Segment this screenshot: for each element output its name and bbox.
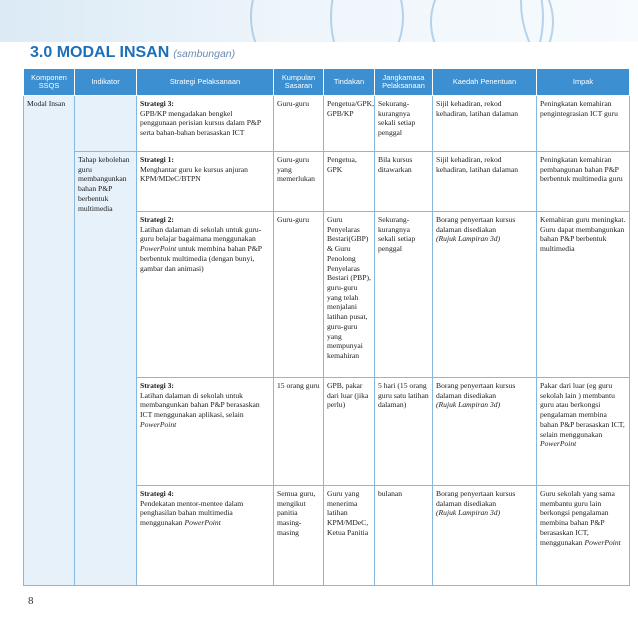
header-banner bbox=[0, 0, 638, 42]
header-strategi: Strategi Pelaksanaan bbox=[137, 69, 274, 96]
komponen-cell: Modal Insan bbox=[24, 96, 75, 586]
tindakan-cell: GPB, pakar dari luar (jika perlu) bbox=[324, 378, 375, 486]
kaedah-reference: (Rujuk Lampiran 3d) bbox=[436, 508, 501, 518]
impak-text: Guru sekolah yang sama membantu guru lain berkongsi pengalaman membina bahan P&P berasaskan ICT, menggunakan bbox=[540, 489, 615, 547]
strategi-cell bbox=[137, 212, 274, 378]
impak-text-italic: PowerPoint bbox=[540, 439, 577, 449]
kaedah-reference: (Rujuk Lampiran 3d) bbox=[436, 400, 501, 410]
strategi-cell bbox=[137, 486, 274, 586]
jangkamasa-cell: 5 hari (15 orang guru satu latihan dalaman) bbox=[375, 378, 433, 486]
kaedah-text: Borang penyertaan kursus dalaman disediakan bbox=[436, 215, 516, 234]
strategi-title: Strategi 3: bbox=[140, 99, 174, 108]
header-kumpulan: Kumpulan Sasaran bbox=[274, 69, 324, 96]
kaedah-cell: Sijil kehadiran, rekod kehadiran, latihan dalaman bbox=[433, 152, 537, 212]
jangkamasa-cell: Sekurang-kurangnya sekali setiap penggal bbox=[375, 96, 433, 152]
title-text: 3.0 MODAL INSAN bbox=[30, 44, 170, 61]
strategi-title: Strategi 4: bbox=[140, 489, 174, 498]
header-komponen: Komponen SSQS bbox=[24, 69, 75, 96]
strategi-text: GPB/KP mengadakan bengkel penggunaan perisian kursus dalam P&P serta bahan-bahan berasaskan ICT bbox=[140, 108, 261, 138]
impak-cell bbox=[537, 486, 630, 586]
strategy-table bbox=[23, 68, 630, 586]
strategi-title: Strategi 2: bbox=[140, 215, 174, 224]
tindakan-cell: Guru yang menerima latihan KPM/MDeC, Ketua Panitia bbox=[324, 486, 375, 586]
kumpulan-cell: Semua guru, mengikut panitia masing-masing bbox=[274, 486, 324, 586]
kumpulan-cell: 15 orang guru bbox=[274, 378, 324, 486]
table-row bbox=[24, 96, 630, 152]
table-row bbox=[24, 152, 630, 212]
jangkamasa-cell: Bila kursus ditawarkan bbox=[375, 152, 433, 212]
kumpulan-cell: Guru-guru bbox=[274, 212, 324, 378]
strategi-title: Strategi 1: bbox=[140, 155, 174, 164]
table-header-row bbox=[24, 69, 630, 96]
header-kaedah: Kaedah Penentuan bbox=[433, 69, 537, 96]
impak-cell bbox=[537, 378, 630, 486]
strategi-cell bbox=[137, 96, 274, 152]
strategi-text-italic: PowerPoint bbox=[184, 518, 221, 528]
impak-cell: Peningkatan kemahiran pembangunan bahan P&P berbentuk multimedia guru bbox=[537, 152, 630, 212]
strategi-text-italic: PowerPoint bbox=[140, 419, 177, 429]
tindakan-cell: Pengetua/GPK, GPB/KP bbox=[324, 96, 375, 152]
impak-text: Pakar dari luar (eg guru sekolah lain ) membantu guru atau berkongsi pengalaman membina bahan P&P berasaskan ICT, selain menggunakan bbox=[540, 381, 625, 439]
indikator-cell-empty bbox=[75, 96, 137, 152]
indikator-cell: Tahap kebolehan guru membangunkan bahan P&P berbentuk multimedia bbox=[75, 152, 137, 586]
strategi-text: Latihan dalaman di sekolah untuk membangunkan bahan P&P berasaskan ICT menggunakan aplikasi, selain bbox=[140, 390, 260, 420]
kaedah-cell bbox=[433, 378, 537, 486]
kaedah-cell: Sijil kehadiran, rekod kehadiran, latihan dalaman bbox=[433, 96, 537, 152]
header-tindakan: Tindakan bbox=[324, 69, 375, 96]
kaedah-cell bbox=[433, 486, 537, 586]
header-impak: Impak bbox=[537, 69, 630, 96]
impak-text-italic: PowerPoint bbox=[584, 537, 621, 547]
kaedah-cell bbox=[433, 212, 537, 378]
jangkamasa-cell: bulanan bbox=[375, 486, 433, 586]
page-number: 8 bbox=[28, 595, 34, 607]
strategi-text-end: untuk membina bahan P&P berbentuk multimedia (dengan bunyi, gambar dan animasi) bbox=[140, 244, 262, 273]
strategi-title: Strategi 3: bbox=[140, 381, 174, 390]
strategi-text: Latihan dalaman di sekolah untuk guru-guru belajar bagaimana menggunakan bbox=[140, 224, 262, 244]
title-subtitle: (sambungan) bbox=[173, 48, 236, 60]
tindakan-cell: Guru Penyelaras Bestari(GBP) & Guru Penolong Penyelaras Bestari (PBP), guru-guru yang telah menjalani latihan pusat, guru-guru yang mempunyai kemahiran bbox=[324, 212, 375, 378]
strategi-text: Menghantar guru ke kursus anjuran KPM/MDeC/BTPN bbox=[140, 164, 248, 184]
strategi-text: Pendekatan mentor-mentee dalam penghasilan bahan multimedia menggunakan bbox=[140, 498, 244, 528]
kaedah-reference: (Rujuk Lampiran 3d) bbox=[436, 234, 501, 244]
strategi-cell bbox=[137, 378, 274, 486]
header-jangkamasa: Jangkamasa Pelaksanaan bbox=[375, 69, 433, 96]
kumpulan-cell: Guru-guru yang memerlukan bbox=[274, 152, 324, 212]
jangkamasa-cell: Sekurang-kurangnya sekali setiap penggal bbox=[375, 212, 433, 378]
kaedah-text: Borang penyertaan kursus dalaman disediakan bbox=[436, 489, 516, 508]
kumpulan-cell: Guru-guru bbox=[274, 96, 324, 152]
strategi-text-italic: PowerPoint bbox=[140, 244, 177, 254]
impak-cell: Kemahiran guru meningkat. Guru dapat membangunkan bahan P&P berbentuk multimedia bbox=[537, 212, 630, 378]
strategi-cell bbox=[137, 152, 274, 212]
header-indikator: Indikator bbox=[75, 69, 137, 96]
tindakan-cell: Pengetua, GPK bbox=[324, 152, 375, 212]
kaedah-text: Borang penyertaan kursus dalaman disediakan bbox=[436, 381, 516, 400]
impak-cell: Peningkatan kemahiran pengintegrasian ICT guru bbox=[537, 96, 630, 152]
page-title bbox=[30, 44, 235, 62]
